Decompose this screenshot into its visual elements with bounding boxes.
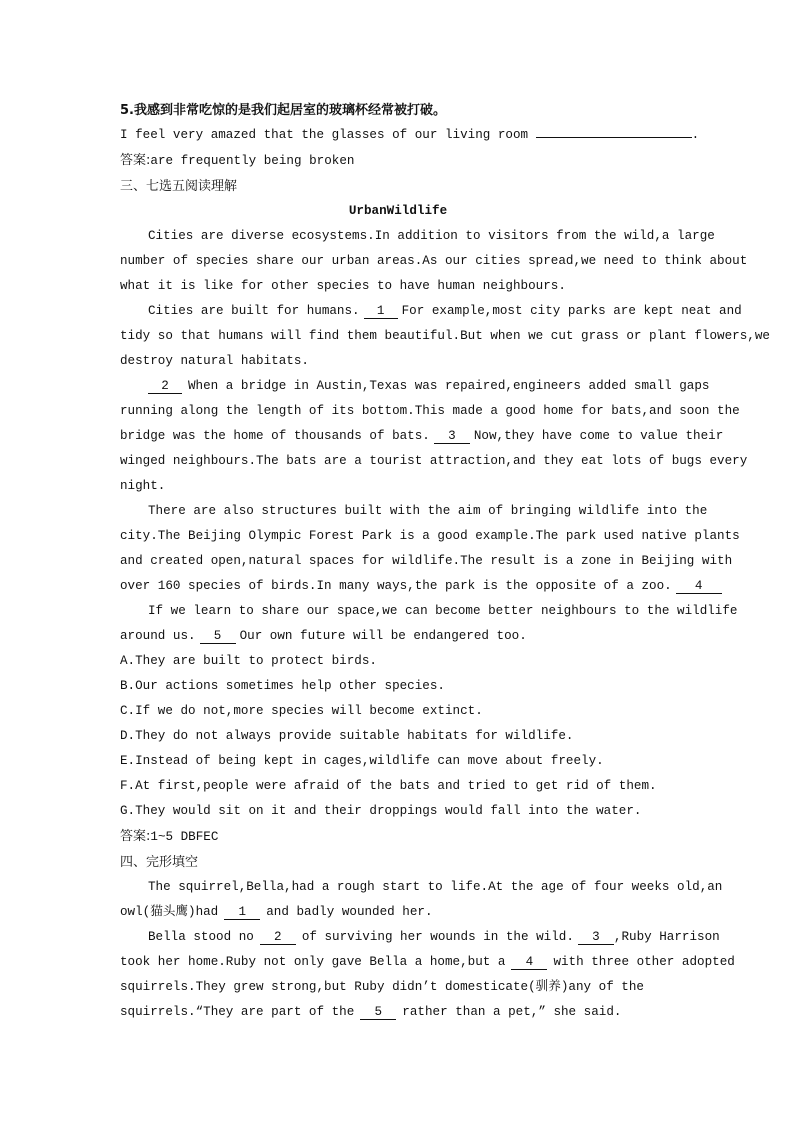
document-page (120, 98, 770, 1025)
text-segment: The squirrel,Bella,had a rough start to life.At the age of four weeks old,an (148, 880, 723, 894)
text-segment: winged neighbours.The bats are a tourist attraction,and they eat lots of bugs every (120, 454, 748, 468)
text-line (120, 299, 742, 324)
passage-paragraph-1 (120, 224, 748, 299)
passage-paragraph-4 (120, 499, 740, 599)
q5-answer-blank (536, 125, 692, 138)
text-segment: took her home.Ruby not only gave Bella a home,but a (120, 955, 506, 969)
text-segment: squirrels.“They are part of the (120, 1005, 355, 1019)
option-c: C.If we do not,more species will become extinct. (120, 704, 483, 718)
q5-prompt: 5.我感到非常吃惊的是我们起居室的玻璃杯经常被打破。 (120, 103, 446, 118)
text-line (120, 424, 724, 449)
text-segment: For example,most city parks are kept neat and (401, 304, 742, 318)
text-line (120, 1000, 676, 1025)
cloze-blank-1: 1 (224, 905, 260, 920)
text-line (120, 274, 676, 299)
text-segment: with three other adopted (553, 955, 735, 969)
text-segment: Cities are built for humans. (148, 304, 360, 318)
option-d: D.They do not always provide suitable habitats for wildlife. (120, 729, 574, 743)
q5-sentence-end: . (691, 128, 700, 142)
cloze-blank-4: 4 (511, 955, 547, 970)
text-segment: When a bridge in Austin,Texas was repaired,engineers added small gaps (188, 379, 710, 393)
blank-5: 5 (200, 629, 236, 644)
blank-1: 1 (364, 304, 398, 319)
option-f: F.At first,people were afraid of the bats and tried to get rid of them. (120, 779, 657, 793)
section3-answer-label: 答案: (120, 829, 151, 844)
section3-answer (120, 824, 676, 850)
text-segment: tidy so that humans will find them beautiful.But when we cut grass or plant flowers,we (120, 329, 770, 343)
text-line (120, 624, 676, 649)
q5-answer-label: 答案: (120, 153, 151, 168)
text-segment: running along the length of its bottom.This made a good home for bats,and soon the (120, 404, 740, 418)
text-segment: destroy natural habitats. (120, 354, 309, 368)
cloze-paragraph-1 (120, 875, 723, 925)
text-segment: around us. (120, 629, 196, 643)
text-line (120, 950, 735, 975)
passage-paragraph-5 (120, 599, 738, 649)
text-segment: what it is like for other species to have human neighbours. (120, 279, 566, 293)
cloze-paragraph-2 (120, 925, 735, 1025)
text-line (120, 975, 676, 1000)
option-a: A.They are built to protect birds. (120, 654, 377, 668)
text-segment: Our own future will be endangered too. (239, 629, 527, 643)
text-line (120, 599, 738, 624)
text-line (120, 399, 740, 424)
text-segment: of surviving her wounds in the wild. (301, 930, 574, 944)
option-b: B.Our actions sometimes help other species. (120, 679, 445, 693)
q5-sentence (120, 123, 700, 148)
text-line (120, 524, 740, 549)
text-segment: over 160 species of birds.In many ways,the park is the opposite of a zoo. (120, 579, 672, 593)
text-line (120, 925, 720, 950)
option-e: E.Instead of being kept in cages,wildlife can move about freely. (120, 754, 604, 768)
text-line (120, 349, 676, 374)
text-line (120, 900, 676, 925)
text-segment: bridge was the home of thousands of bats. (120, 429, 430, 443)
blank-2: 2 (148, 379, 182, 394)
text-segment: Now,they have come to value their (473, 429, 724, 443)
section4-heading: 四、完形填空 (120, 855, 199, 870)
text-line (120, 249, 748, 274)
text-segment: rather than a pet,” she said. (402, 1005, 622, 1019)
text-line (120, 224, 715, 249)
text-segment: Cities are diverse ecosystems.In addition to visitors from the wild,a large (148, 229, 715, 243)
text-segment: night. (120, 479, 166, 493)
text-segment: and created open,natural spaces for wildlife.The result is a zone in Beijing with (120, 554, 733, 568)
text-line (120, 875, 723, 900)
text-segment: number of species share our urban areas.As our cities spread,we need to think about (120, 254, 748, 268)
passage-title: UrbanWildlife (348, 204, 448, 218)
text-segment: There are also structures built with the aim of bringing wildlife into the (148, 504, 708, 518)
passage-paragraph-3 (120, 374, 748, 499)
section3-answer-text: 1~5 DBFEC (150, 830, 219, 844)
text-segment: Bella stood no (148, 930, 254, 944)
text-segment: squirrels.They grew strong,but Ruby didn’t domesticate(驯养)any of the (120, 980, 644, 994)
blank-3: 3 (434, 429, 470, 444)
options-list (120, 649, 676, 824)
text-line (120, 499, 708, 524)
section3-heading: 三、七选五阅读理解 (120, 179, 238, 194)
text-line (120, 449, 748, 474)
text-segment: ,Ruby Harrison (613, 930, 720, 944)
text-line (120, 574, 703, 599)
option-g: G.They would sit on it and their droppings would fall into the water. (120, 804, 642, 818)
text-line (120, 549, 733, 574)
cloze-blank-3: 3 (578, 930, 614, 945)
passage-paragraph-2 (120, 299, 770, 374)
text-segment: and badly wounded her. (266, 905, 433, 919)
q5-answer-text: are frequently being broken (150, 154, 355, 168)
text-line (120, 474, 676, 499)
text-line (120, 374, 710, 399)
text-segment: If we learn to share our space,we can become better neighbours to the wildlife (148, 604, 738, 618)
text-line (120, 324, 770, 349)
text-segment: city.The Beijing Olympic Forest Park is a good example.The park used native plants (120, 529, 740, 543)
q5-sentence-start: I feel very amazed that the glasses of our living room (120, 128, 529, 142)
cloze-blank-2: 2 (260, 930, 296, 945)
q5-answer (120, 148, 676, 174)
cloze-blank-5: 5 (360, 1005, 396, 1020)
blank-4: 4 (676, 579, 722, 594)
text-segment: owl(猫头鹰)had (120, 905, 219, 919)
